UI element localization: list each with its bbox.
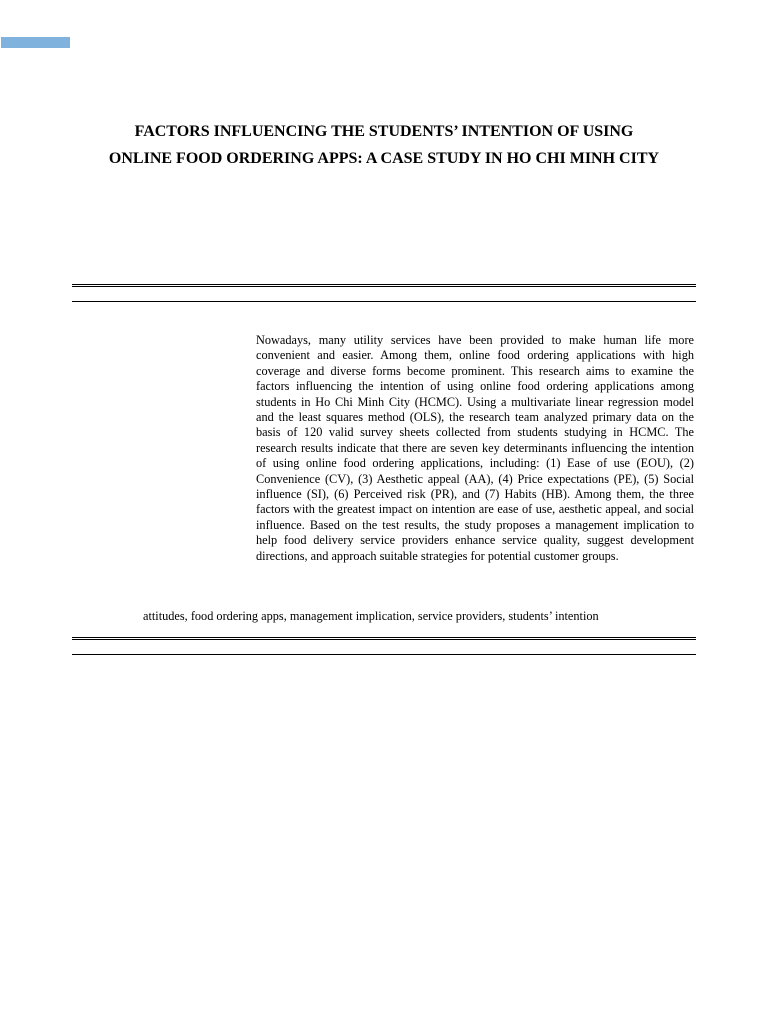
title-line-2: ONLINE FOOD ORDERING APPS: A CASE STUDY IN HO CHI MINH CITY <box>108 150 660 167</box>
keywords-text: attitudes, food ordering apps, management implication, service providers, students’ intention <box>143 609 599 623</box>
bottom-double-rule <box>72 637 696 640</box>
bottom-thin-rule <box>72 654 696 655</box>
paper-title <box>60 118 708 172</box>
top-double-rule <box>72 284 696 287</box>
top-thin-rule <box>72 301 696 302</box>
title-line-1: FACTORS INFLUENCING THE STUDENTS’ INTENTION OF USING <box>134 123 634 140</box>
corner-accent-bar <box>1 37 70 48</box>
abstract-text: Nowadays, many utility services have been provided to make human life more convenient and easier. Among them, online food ordering applications with high coverage and diverse forms become prominent. This research aims to examine the factors influencing the intention of using online food ordering applications among students in Ho Chi Minh City (HCMC). Using a multivariate linear regression model and the least squares method (OLS), the research team analyzed primary data on the basis of 120 valid survey sheets collected from students studying in HCMC. The research results indicate that there are seven key determinants influencing the intention of using online food ordering applications, including: (1) Ease of use (EOU), (2) Convenience (CV), (3) Aesthetic appeal (AA), (4) Price expectations (PE), (5) Social influence (SI), (6) Perceived risk (PR), and (7) Habits (HB). Among them, the three factors with the greatest impact on intention are ease of use, aesthetic appeal, and social influence. Based on the test results, the study proposes a management implication to help food delivery service providers enhance service quality, suggest development directions, and approach suitable strategies for potential customer groups. <box>256 333 694 563</box>
